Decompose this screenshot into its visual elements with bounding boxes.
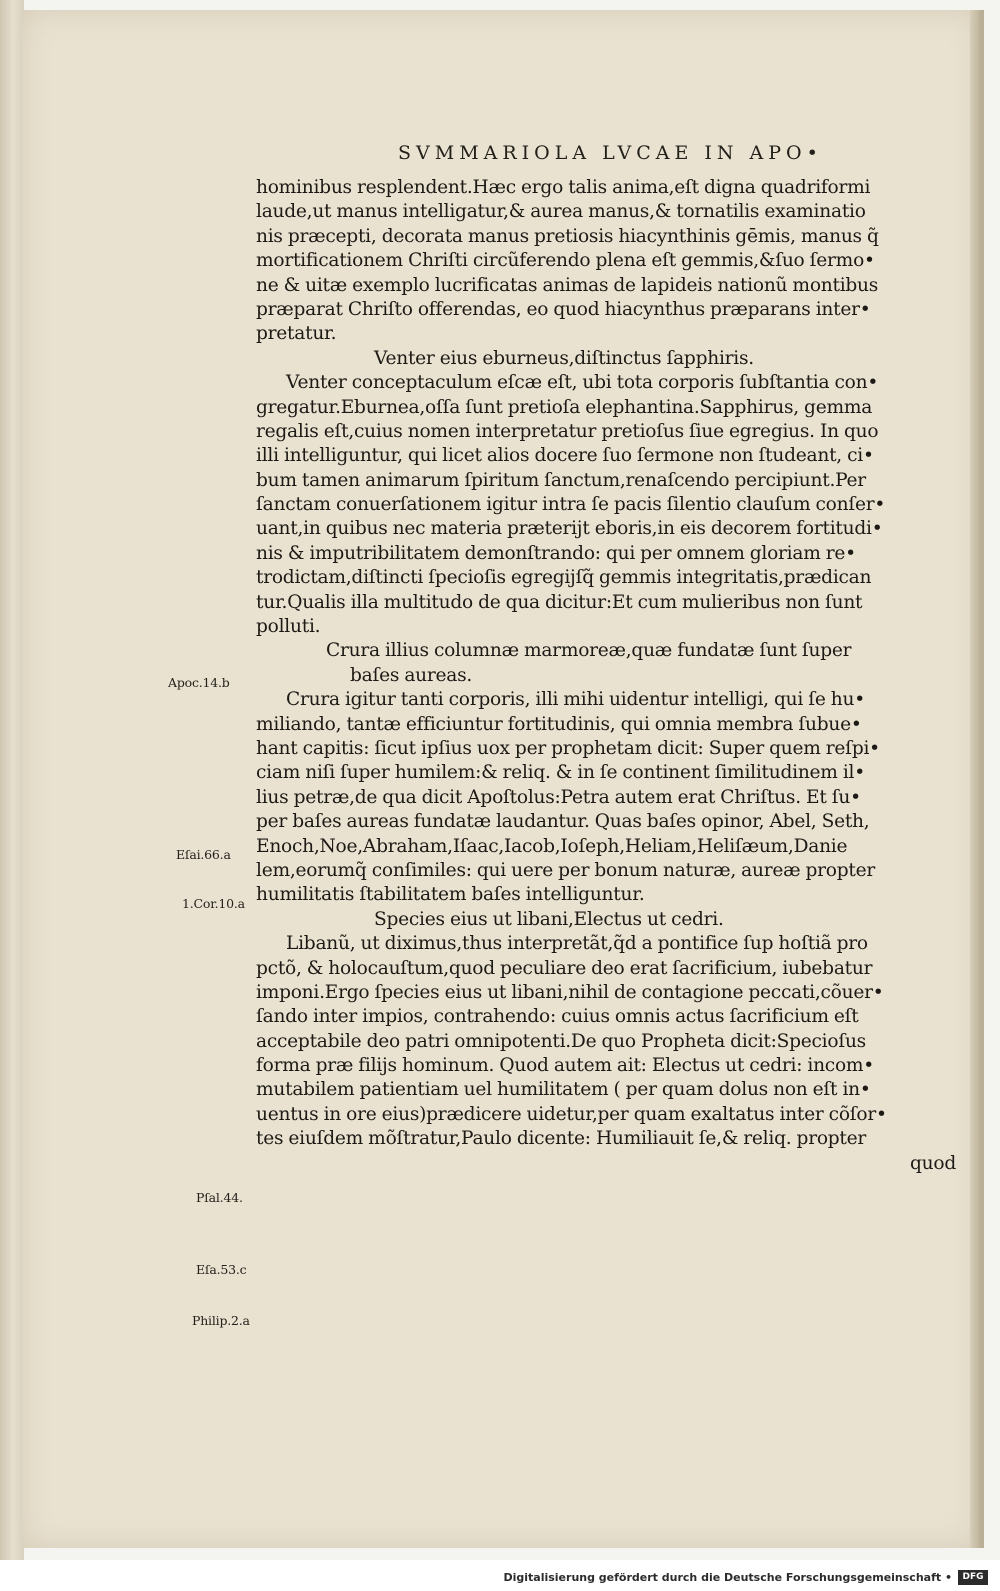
text-line: ſando inter impios, contrahendo: cuius omnis actus ſacrificium eſt	[256, 1006, 859, 1028]
text-line: Venter conceptaculum eſcæ eſt, ubi tota corporis ſubſtantia con•	[286, 372, 879, 394]
text-line: lem,eorumq̃ conſimiles: qui uere per bonum naturæ, aureæ propter	[256, 859, 876, 881]
text-line: tur.Qualis illa multitudo de qua dicitur:Et cum mulieribus non ſunt	[256, 591, 863, 613]
margin-note: Apoc.14.b	[168, 675, 230, 690]
margin-note: 1.Cor.10.a	[182, 896, 245, 911]
text-line: uant,in quibus nec materia præterijt eboris,in eis decorem fortitudi•	[256, 518, 883, 540]
text-line: tes eiuſdem mõſtratur,Paulo dicente: Humiliauit ſe,& reliq. propter	[256, 1128, 867, 1150]
text-line: regalis eſt,cuius nomen interpretatur pretioſus ſiue egregius. In quo	[256, 420, 879, 442]
text-line: ciam niſi ſuper humilem:& reliq. & in ſe continent ſimilitudinem il•	[256, 762, 865, 784]
verse-heading: Venter eius eburneus,diſtinctus ſapphiris.	[374, 347, 754, 369]
catchword: quod	[910, 1152, 956, 1174]
body-text	[256, 176, 956, 1176]
text-line: humilitatis ſtabilitatem baſes intelliguntur.	[256, 884, 645, 906]
page-fold-edge	[970, 10, 980, 1548]
text-line: forma præ filijs hominum. Quod autem ait: Electus ut cedri: incom•	[256, 1055, 874, 1077]
text-line: miliando, tantæ efficiuntur fortitudinis, qui omnia membra ſubue•	[256, 713, 862, 735]
verse-heading: Species eius ut libani,Electus ut cedri.	[374, 908, 724, 930]
text-line: ne & uitæ exemplo lucrificatas animas de lapideis nationũ montibus	[256, 274, 879, 296]
text-line: pctõ, & holocauſtum,quod peculiare deo erat ſacrificium, iubebatur	[256, 957, 873, 979]
text-line: trodictam,diſtincti ſpecioſis egregijſq̃ gemmis integritatis,prædican	[256, 567, 872, 589]
text-line: ſanctam conuerſationem igitur intra ſe pacis ſilentio clauſum conſer•	[256, 494, 886, 516]
text-line: hant capitis: ſicut ipſius uox per prophetam dicit: Super quem reſpi•	[256, 737, 880, 759]
scan-edge-left	[0, 0, 24, 1560]
dfg-logo: DFG	[958, 1570, 988, 1585]
text-line: nis præcepti, decorata manus pretiosis hiacynthinis gēmis, manus q̃	[256, 225, 879, 247]
text-line: nis & imputribilitatem demonſtrando: qui per omnem gloriam re•	[256, 542, 856, 564]
text-line: præparat Chriſto offerendas, eo quod hiacynthus præparans inter•	[256, 298, 871, 320]
text-line: Enoch,Noe,Abraham,Iſaac,Iacob,Ioſeph,Heliam,Heliſæum,Danie	[256, 835, 848, 857]
running-head: SVMMARIOLA LVCAE IN APO•	[398, 142, 823, 164]
text-line: illi intelliguntur, qui licet alios docere ſuo ſermone non ſtudeant, ci•	[256, 445, 874, 467]
footer-bar	[0, 1560, 1000, 1591]
text-line: laude,ut manus intelligatur,& aurea manus,& tornatilis examinatio	[256, 201, 866, 223]
text-line: gregatur.Eburnea,oſſa ſunt pretioſa elephantina.Sapphirus, gemma	[256, 396, 873, 418]
text-line: Libanũ, ut diximus,thus interpretãt,q̃d a pontifice ſup hoſtiã pro	[286, 933, 868, 955]
verse-heading: Crura illius columnæ marmoreæ,quæ fundatæ ſunt ſuper	[326, 640, 852, 662]
text-line: bum tamen animarum ſpiritum ſanctum,renaſcendo percipiunt.Per	[256, 469, 866, 491]
verse-heading: baſes aureas.	[350, 664, 473, 686]
margin-note: Eſai.66.a	[176, 847, 231, 862]
text-line: acceptabile deo patri omnipotenti.De quo Propheta dicit:Specioſus	[256, 1030, 866, 1052]
margin-note: Philip.2.a	[192, 1313, 250, 1328]
text-line: per baſes aureas fundatæ laudantur. Quas baſes opinor, Abel, Seth,	[256, 811, 870, 833]
margin-note: Pſal.44.	[196, 1190, 243, 1205]
text-line: pretatur.	[256, 323, 337, 345]
margin-note: Eſa.53.c	[196, 1262, 247, 1277]
text-line: mutabilem patientiam uel humilitatem ( per quam dolus non eſt in•	[256, 1079, 871, 1101]
text-line: lius petræ,de qua dicit Apoſtolus:Petra autem erat Chriſtus. Et ſu•	[256, 786, 861, 808]
text-line: mortificationem Chriſti circũferendo plena eſt gemmis,&ſuo ſermo•	[256, 250, 875, 272]
text-line: uentus in ore eius)prædicere uidetur,per quam exaltatus inter cõſor•	[256, 1103, 887, 1125]
text-line: Crura igitur tanti corporis, illi mihi uidentur intelligi, qui ſe hu•	[286, 689, 865, 711]
digitization-credit: Digitalisierung gefördert durch die Deutsche Forschungsgemeinschaft •	[503, 1571, 952, 1584]
text-line: hominibus resplendent.Hæc ergo talis anima,eſt digna quadriformi	[256, 177, 871, 198]
text-line: polluti.	[256, 616, 321, 638]
text-line: imponi.Ergo ſpecies eius ut libani,nihil de contagione peccati,cõuer•	[256, 981, 884, 1003]
